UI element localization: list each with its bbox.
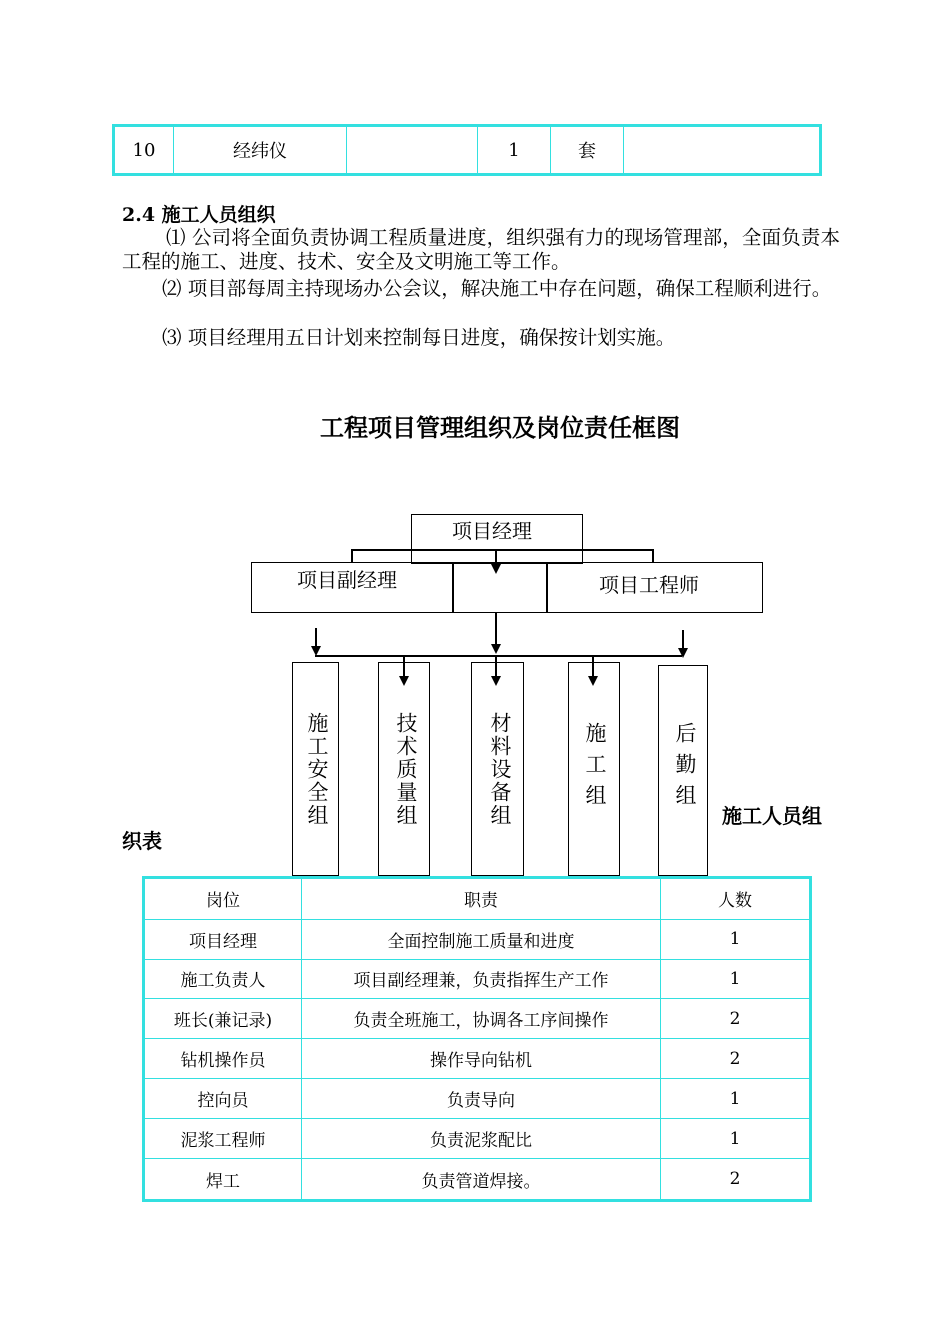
table-cell: 1 <box>661 959 811 999</box>
table-cell: 1 <box>661 1079 811 1119</box>
header-cell: 职责 <box>302 878 661 920</box>
section-heading: 2.4 施工人员组织 <box>122 204 276 226</box>
table-cell: 操作导向钻机 <box>302 1039 661 1079</box>
table-cell: 泥浆工程师 <box>144 1119 302 1159</box>
table-cell: 2 <box>661 1039 811 1079</box>
paragraph-3: ⑶ 项目经理用五日计划来控制每日进度，确保按计划实施。 <box>162 326 676 349</box>
table-cell: 负责导向 <box>302 1079 661 1119</box>
table-row <box>114 126 821 175</box>
staff-table-title-part2: 织表 <box>122 829 162 853</box>
logistics-group-label: 后勤组 <box>673 722 697 815</box>
table-cell: 1 <box>661 919 811 959</box>
table-cell: 控向员 <box>144 1079 302 1119</box>
project-manager-label: 项目经理 <box>452 519 532 543</box>
paragraph-1: ⑴ 公司将全面负责协调工程质量进度，组织强有力的现场管理部，全面负责本工程的施工、进度、技术、安全及文明施工等工作。 <box>122 226 840 273</box>
staff-table-title-part1: 施工人员组 <box>722 804 822 828</box>
paragraph-2: ⑵ 项目部每周主持现场办公会议，解决施工中存在问题，确保工程顺利进行。 <box>162 277 832 300</box>
table-row <box>144 999 811 1039</box>
table-row <box>144 919 811 959</box>
table-row <box>144 1039 811 1079</box>
table-cell <box>347 126 478 175</box>
table-row <box>144 959 811 999</box>
connector-line <box>351 549 353 563</box>
table-cell: 负责全班施工，协调各工序间操作 <box>302 999 661 1039</box>
safety-group-label: 施工安全组 <box>305 712 329 827</box>
table-cell: 施工负责人 <box>144 959 302 999</box>
arrow-icon <box>678 648 688 658</box>
table-cell: 项目经理 <box>144 919 302 959</box>
equipment-table <box>112 124 822 176</box>
project-engineer-label: 项目工程师 <box>599 573 699 597</box>
connector-line <box>682 630 684 648</box>
table-cell: 2 <box>661 999 811 1039</box>
table-row <box>144 1159 811 1201</box>
table-cell: 10 <box>114 126 174 175</box>
staff-table <box>142 876 812 1202</box>
table-cell: 1 <box>478 126 551 175</box>
table-row <box>144 1079 811 1119</box>
table-cell: 经纬仪 <box>174 126 347 175</box>
table-row <box>144 1119 811 1159</box>
connector-line <box>652 549 654 563</box>
table-cell: 班长(兼记录) <box>144 999 302 1039</box>
construction-group-label: 施工组 <box>583 722 607 815</box>
connector-line <box>315 655 682 657</box>
connector-line <box>351 549 653 551</box>
arrow-icon <box>311 646 321 656</box>
table-cell: 项目副经理兼，负责指挥生产工作 <box>302 959 661 999</box>
connector-line <box>495 612 497 646</box>
header-cell: 人数 <box>661 878 811 920</box>
connector-line <box>315 628 317 646</box>
table-cell: 全面控制施工质量和进度 <box>302 919 661 959</box>
arrow-icon <box>491 644 501 654</box>
table-cell: 焊工 <box>144 1159 302 1201</box>
table-cell: 负责泥浆配比 <box>302 1119 661 1159</box>
connector-line <box>495 551 497 564</box>
arrow-icon <box>491 564 501 574</box>
materials-group-label: 材料设备组 <box>488 712 512 827</box>
table-cell: 钻机操作员 <box>144 1039 302 1079</box>
table-cell: 1 <box>661 1119 811 1159</box>
table-cell: 2 <box>661 1159 811 1201</box>
table-header-row <box>144 878 811 920</box>
table-cell <box>624 126 821 175</box>
header-cell: 岗位 <box>144 878 302 920</box>
table-cell: 套 <box>551 126 624 175</box>
deputy-manager-label: 项目副经理 <box>297 568 397 592</box>
diagram-title: 工程项目管理组织及岗位责任框图 <box>320 413 680 442</box>
table-cell: 负责管道焊接。 <box>302 1159 661 1201</box>
quality-group-label: 技术质量组 <box>394 712 418 827</box>
